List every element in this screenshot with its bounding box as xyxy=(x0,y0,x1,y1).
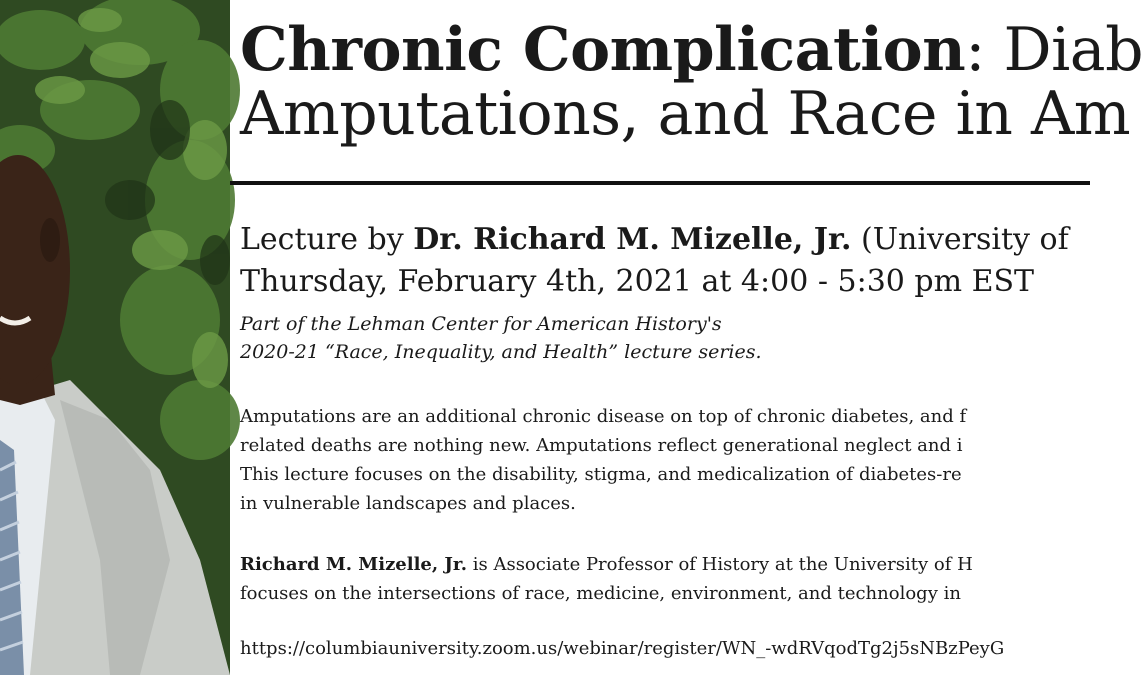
series-line-2: 2020-21 “Race, Inequality, and Health” lecture series. xyxy=(240,341,762,363)
abstract-line: This lecture focuses on the disability, stigma, and medicalization of diabetes-re xyxy=(240,464,962,485)
bio-name: Richard M. Mizelle, Jr. xyxy=(240,554,468,575)
registration-link[interactable]: https://columbiauniversity.zoom.us/webinar/register/WN_-wdRVqodTg2j5sNBzPeyG xyxy=(240,638,1005,659)
speaker-photo xyxy=(0,0,230,675)
abstract-line: related deaths are nothing new. Amputations reflect generational neglect and i xyxy=(240,435,963,456)
event-title xyxy=(240,15,1143,149)
event-details xyxy=(240,0,1143,675)
bio-line-1 xyxy=(240,550,973,579)
series-line-1: Part of the Lehman Center for American History's xyxy=(240,313,722,335)
speaker-affiliation: (University of xyxy=(851,222,1069,257)
event-datetime: Thursday, February 4th, 2021 at 4:00 - 5:30 pm EST xyxy=(240,264,1035,299)
event-title-bold: Chronic Complication xyxy=(240,15,966,85)
lecture-abstract xyxy=(240,402,966,518)
lecture-byline xyxy=(240,222,1069,258)
lecture-series xyxy=(240,310,762,366)
abstract-line: Amputations are an additional chronic disease on top of chronic diabetes, and f xyxy=(240,406,967,427)
event-title-rest: : Diab xyxy=(965,15,1143,85)
lecture-prefix: Lecture by xyxy=(240,222,414,257)
event-title-line2: Amputations, and Race in Am xyxy=(240,79,1131,149)
abstract-line: in vulnerable landscapes and places. xyxy=(240,493,576,514)
speaker-bio xyxy=(240,550,973,608)
speaker-portrait xyxy=(0,0,230,675)
speaker-name: Dr. Richard M. Mizelle, Jr. xyxy=(413,222,852,257)
title-divider xyxy=(230,181,1090,185)
bio-line-2: focuses on the intersections of race, medicine, environment, and technology in xyxy=(240,583,961,604)
bio-line-1-rest: is Associate Professor of History at the University of H xyxy=(467,554,973,575)
